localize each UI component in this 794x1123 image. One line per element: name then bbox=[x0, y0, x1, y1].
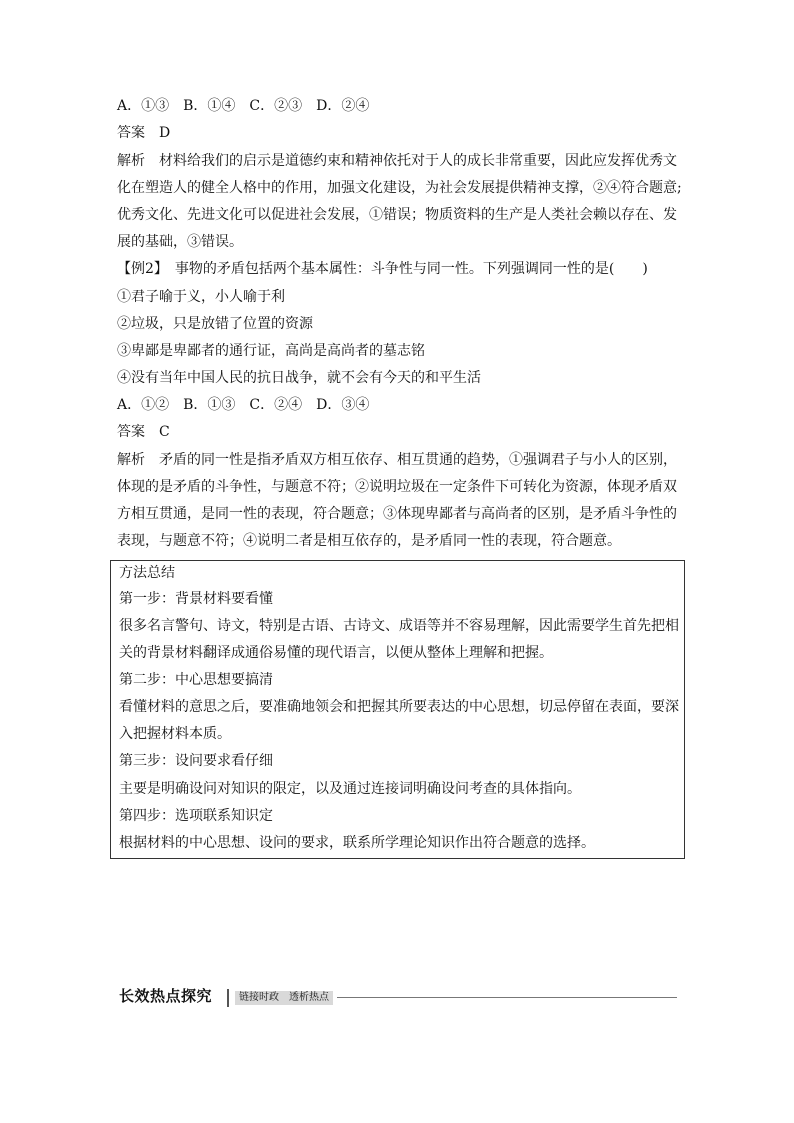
q2-item: ③卑鄙是卑鄙者的通行证，高尚是高尚者的墓志铭 bbox=[117, 343, 425, 359]
q2-options: A．①② B．①③ C．②④ D．③④ bbox=[117, 397, 370, 413]
q1-analysis-line: 化在塑造人的健全人格中的作用，加强文化建设，为社会发展提供精神支撑，②④符合题意; bbox=[117, 180, 682, 196]
section-tag: 链接时政 透析热点 bbox=[235, 991, 333, 1005]
section-title: 长效热点探究 bbox=[119, 987, 213, 1005]
q2-analysis-line: 表现，与题意不符；④说明二者是相互依存的，是矛盾同一性的表现，符合题意。 bbox=[117, 533, 621, 549]
q1-analysis-line: 优秀文化、先进文化可以促进社会发展，①错误；物质资料的生产是人类社会赖以存在、发 bbox=[117, 207, 677, 223]
q2-analysis-line: 解析 矛盾的同一性是指矛盾双方相互依存、相互贯通的趋势，①强调君子与小人的区别， bbox=[117, 452, 677, 468]
method-step-heading: 第二步：中心思想要搞清 bbox=[119, 672, 273, 688]
q1-analysis-line: 解析 材料给我们的启示是道德约束和精神依托对于人的成长非常重要，因此应发挥优秀文 bbox=[117, 153, 677, 169]
method-title: 方法总结 bbox=[119, 565, 175, 581]
method-text-line: 很多名言警句、诗文，特别是古语、古诗文、成语等并不容易理解，因此需要学生首先把相 bbox=[119, 618, 679, 634]
method-text-line: 看懂材料的意思之后，要准确地领会和把握其所要表达的中心思想，切忌停留在表面，要深 bbox=[119, 699, 679, 715]
q2-item: ①君子喻于义，小人喻于利 bbox=[117, 289, 285, 305]
section-divider bbox=[227, 989, 229, 1007]
q2-item: ④没有当年中国人民的抗日战争，就不会有今天的和平生活 bbox=[117, 370, 481, 386]
q1-options: A．①③ B．①④ C．②③ D．②④ bbox=[117, 98, 370, 114]
method-text-line: 根据材料的中心思想、设问的要求，联系所学理论知识作出符合题意的选择。 bbox=[119, 835, 595, 851]
method-summary-box bbox=[110, 560, 685, 859]
q2-answer: 答案 C bbox=[117, 424, 170, 440]
q2-item: ②垃圾，只是放错了位置的资源 bbox=[117, 316, 313, 332]
method-step-heading: 第三步：设问要求看仔细 bbox=[119, 753, 273, 769]
section-rule bbox=[337, 997, 677, 998]
method-text-line: 主要是明确设问对知识的限定，以及通过连接词明确设问考查的具体指向。 bbox=[119, 781, 581, 797]
method-text-line: 关的背景材料翻译成通俗易懂的现代语言，以便从整体上理解和把握。 bbox=[119, 645, 553, 661]
q2-analysis-line: 方相互贯通，是同一性的表现，符合题意；③体现卑鄙者与高尚者的区别，是矛盾斗争性的 bbox=[117, 506, 677, 522]
section-header bbox=[117, 985, 677, 1015]
method-text-line: 入把握材料本质。 bbox=[119, 726, 231, 742]
q1-answer: 答案 D bbox=[117, 125, 171, 141]
q2-stem: 【例2】 事物的矛盾包括两个基本属性：斗争性与同一性。下列强调同一性的是( ) bbox=[117, 261, 648, 277]
q2-analysis-line: 体现的是矛盾的斗争性，与题意不符；②说明垃圾在一定条件下可转化为资源，体现矛盾双 bbox=[117, 479, 677, 495]
method-step-heading: 第一步：背景材料要看懂 bbox=[119, 591, 273, 607]
method-step-heading: 第四步：选项联系知识定 bbox=[119, 808, 273, 824]
q1-analysis-line: 展的基础，③错误。 bbox=[117, 234, 243, 250]
